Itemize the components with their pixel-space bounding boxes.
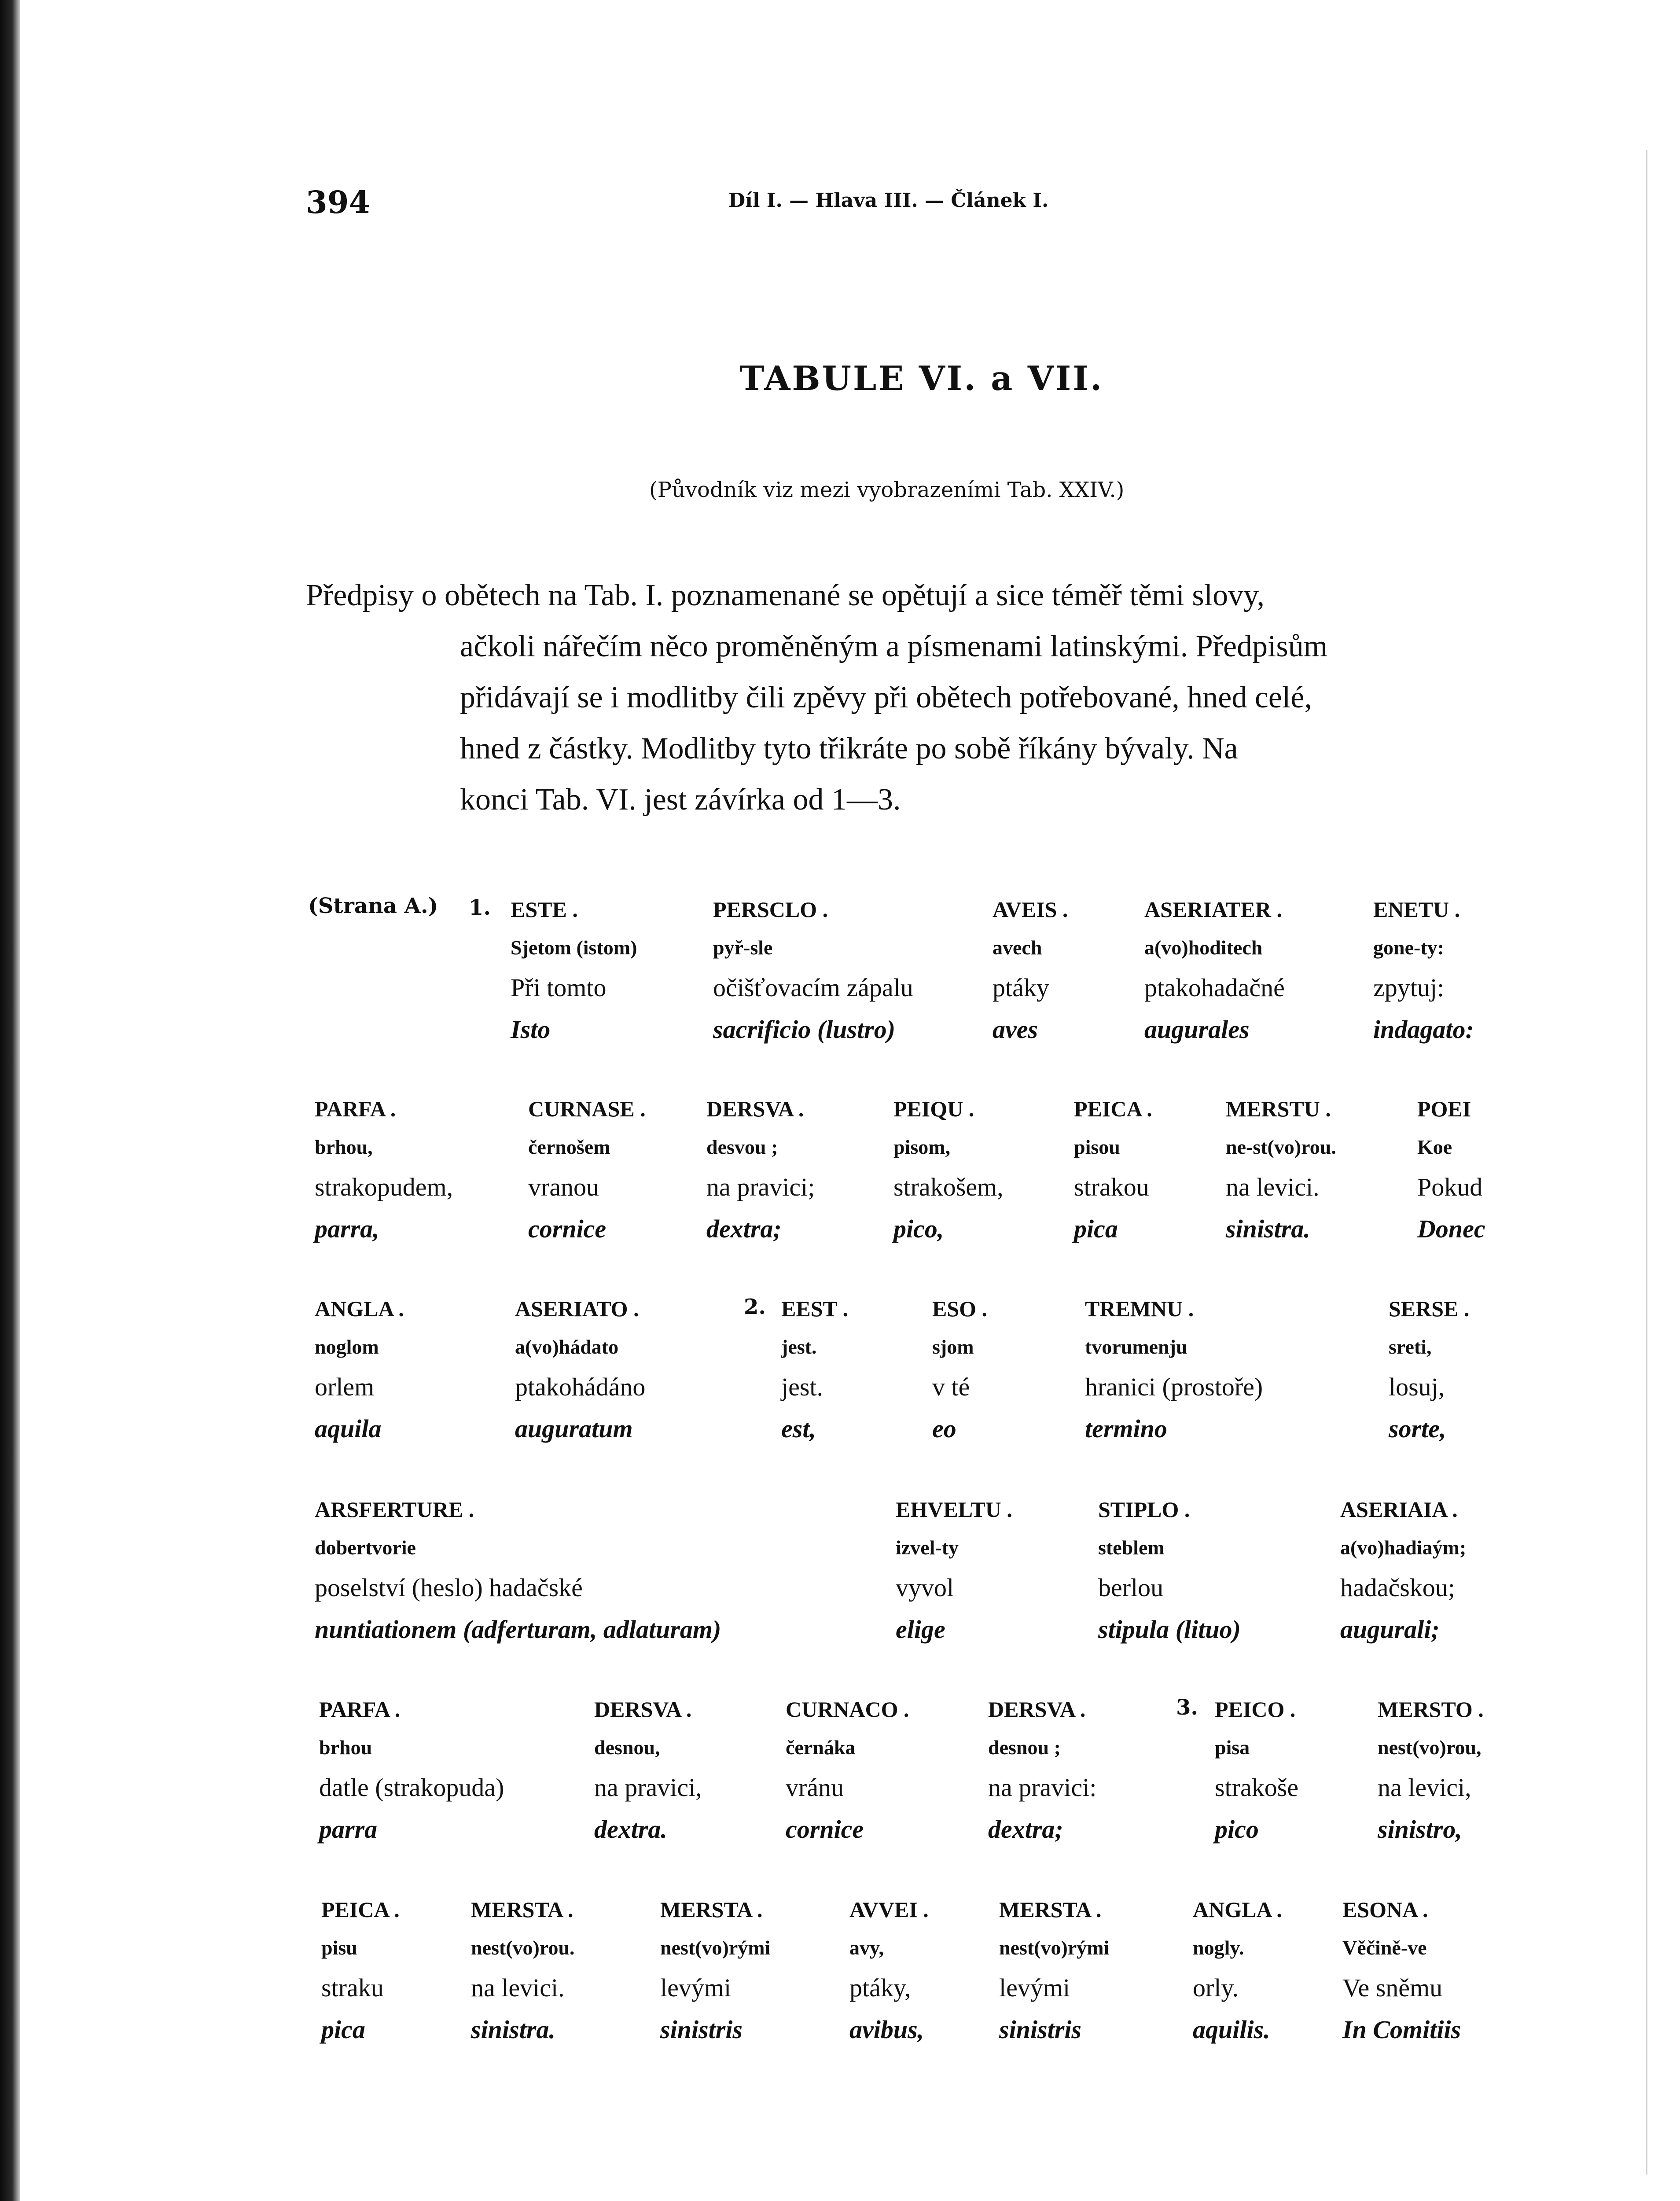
gloss-lat: aquilis.	[1193, 2015, 1270, 2044]
gloss-entry	[528, 1089, 646, 1249]
gloss-umb: ENETU .	[1373, 897, 1460, 922]
gloss-umb: MERSTA .	[999, 1897, 1102, 1922]
gloss-umb: EEST .	[781, 1296, 848, 1321]
page-title: TABULE VI. a VII.	[739, 359, 1104, 398]
gloss-lat: cornice	[786, 1815, 864, 1844]
gloss-umb: PARFA .	[319, 1697, 401, 1722]
gloss-entry	[932, 1288, 987, 1449]
gloss-old: černošem	[528, 1136, 610, 1158]
gloss-old: desnou,	[594, 1736, 660, 1759]
gloss-cz: Při tomto	[511, 973, 607, 1002]
gloss-entry	[1193, 1889, 1282, 2050]
gloss-lat: sinistro,	[1378, 1815, 1462, 1844]
page-subtitle: (Původník viz mezi vyobrazeními Tab. XXIV.)	[649, 478, 1125, 502]
gloss-entry	[1074, 1089, 1152, 1249]
gloss-entry	[786, 1689, 909, 1849]
gloss-lat: sinistra.	[471, 2015, 555, 2044]
gloss-cz: v té	[932, 1373, 970, 1401]
gloss-old: pisa	[1215, 1736, 1250, 1759]
gloss-lat: termino	[1085, 1414, 1167, 1443]
gloss-old: pisu	[321, 1936, 357, 1959]
gloss-old: desnou ;	[988, 1736, 1061, 1759]
gloss-lat: aves	[993, 1015, 1038, 1044]
gloss-cz: jest.	[781, 1373, 823, 1401]
gloss-cz: ptáky,	[849, 1973, 911, 2002]
gloss-cz: na levici,	[1378, 1773, 1471, 1802]
side-label: (Strana A.)	[308, 894, 438, 918]
gloss-umb: AVEIS .	[993, 897, 1068, 922]
gloss-lat: stipula (lituo)	[1098, 1615, 1241, 1644]
gloss-entry	[999, 1889, 1109, 2050]
gloss-old: nest(vo)rými	[999, 1936, 1110, 1959]
gloss-lat: sacrificio (lustro)	[713, 1015, 896, 1044]
gloss-lat: elige	[896, 1615, 945, 1644]
gloss-umb: CURNASE .	[528, 1097, 646, 1121]
gloss-cz: vyvol	[896, 1573, 954, 1602]
gloss-cz: losuj,	[1389, 1373, 1445, 1401]
gloss-cz: levými	[999, 1973, 1070, 2002]
gloss-umb: ANGLA .	[315, 1296, 404, 1321]
gloss-cz: berlou	[1098, 1573, 1164, 1602]
gloss-lat: eo	[932, 1414, 956, 1443]
gloss-umb: PEICA .	[321, 1897, 400, 1922]
gloss-cz: poselství (heslo) hadačské	[315, 1573, 583, 1602]
gloss-lat: auguratum	[515, 1414, 633, 1443]
gloss-old: a(vo)hádato	[515, 1336, 619, 1358]
gloss-entry	[1098, 1489, 1241, 1649]
gloss-cz: na levici.	[1226, 1173, 1320, 1201]
gloss-entry	[321, 1889, 400, 2050]
scan-left-edge	[0, 0, 20, 2201]
gloss-entry	[511, 889, 637, 1049]
gloss-lat: aquila	[315, 1414, 382, 1443]
gloss-old: noglom	[315, 1336, 379, 1358]
gloss-umb: MERSTA .	[660, 1897, 763, 1922]
gloss-umb: MERSTO .	[1378, 1697, 1484, 1722]
gloss-entry	[1340, 1489, 1466, 1649]
gloss-umb: PERSCLO .	[713, 897, 828, 922]
gloss-old: jest.	[781, 1336, 817, 1358]
gloss-umb: PEICO .	[1215, 1697, 1296, 1722]
gloss-lat: indagato:	[1373, 1015, 1474, 1044]
gloss-entry	[315, 1089, 453, 1249]
gloss-old: pyř-sle	[713, 936, 773, 959]
gloss-umb: ASERIAIA .	[1340, 1497, 1458, 1522]
gloss-old: sreti,	[1389, 1336, 1432, 1358]
intro-line: přidávají se i modlitby čili zpěvy při obětech potřebované, hned celé,	[460, 681, 1312, 714]
gloss-umb: DERSVA .	[594, 1697, 692, 1722]
gloss-lat: pico	[1215, 1815, 1259, 1844]
gloss-old: brhou,	[315, 1136, 373, 1158]
gloss-old: nogly.	[1193, 1936, 1244, 1959]
gloss-umb: DERSVA .	[988, 1697, 1086, 1722]
gloss-umb: POEI	[1417, 1097, 1471, 1121]
gloss-lat: sinistris	[999, 2015, 1081, 2044]
section-number: 1.	[469, 895, 491, 920]
gloss-cz: strakošem,	[893, 1173, 1004, 1201]
gloss-entry	[319, 1689, 504, 1849]
gloss-old: nest(vo)rou,	[1378, 1736, 1481, 1759]
gloss-cz: Ve sněmu	[1342, 1973, 1443, 2002]
gloss-lat: sinistris	[660, 2015, 743, 2044]
gloss-cz: ptakohadačné	[1144, 973, 1285, 1002]
gloss-old: černáka	[786, 1736, 856, 1759]
gloss-lat: parra	[319, 1815, 378, 1844]
gloss-old: avech	[993, 936, 1042, 959]
gloss-cz: datle (strakopuda)	[319, 1773, 504, 1802]
gloss-old: gone-ty:	[1373, 936, 1444, 959]
gloss-lat: augurales	[1144, 1015, 1250, 1044]
gloss-cz: zpytuj:	[1373, 973, 1445, 1002]
gloss-cz: orly.	[1193, 1973, 1239, 2002]
gloss-lat: In Comitiis	[1342, 2015, 1461, 2044]
gloss-entry	[594, 1689, 702, 1849]
gloss-cz: strakoše	[1215, 1773, 1299, 1802]
gloss-umb: PEICA .	[1074, 1097, 1152, 1121]
gloss-umb: PEIQU .	[893, 1097, 974, 1121]
gloss-entry	[1378, 1689, 1484, 1849]
gloss-entry	[1226, 1089, 1336, 1249]
intro-line: hned z částky. Modlitby tyto třikráte po sobě říkány bývaly. Na	[460, 732, 1238, 766]
gloss-umb: ESTE .	[511, 897, 578, 922]
gloss-entry	[471, 1889, 575, 2050]
gloss-entry	[515, 1288, 645, 1449]
gloss-umb: CURNACO .	[786, 1697, 909, 1722]
gloss-lat: pico,	[893, 1215, 944, 1243]
gloss-old: brhou	[319, 1736, 372, 1759]
gloss-cz: orlem	[315, 1373, 375, 1401]
intro-line: ačkoli nářečím něco proměněným a písmenami latinskými. Předpisům	[460, 629, 1328, 663]
gloss-old: Sjetom (istom)	[511, 936, 637, 959]
gloss-lat: dextra.	[594, 1815, 667, 1844]
gloss-entry	[988, 1689, 1096, 1849]
gloss-entry	[1389, 1288, 1469, 1449]
gloss-entry	[713, 889, 913, 1049]
gloss-umb: AVVEI .	[849, 1897, 929, 1922]
gloss-lat: dextra;	[988, 1815, 1063, 1844]
gloss-entry	[1215, 1689, 1298, 1849]
section-number: 3.	[1176, 1695, 1198, 1720]
gloss-cz: na pravici:	[988, 1773, 1097, 1802]
gloss-entry	[849, 1889, 929, 2050]
gloss-old: Věčině-ve	[1342, 1936, 1427, 1959]
gloss-lat: nuntiationem (adferturam, adlaturam)	[315, 1615, 721, 1644]
gloss-lat: Donec	[1417, 1215, 1485, 1243]
gloss-umb: PARFA .	[315, 1097, 396, 1121]
gloss-lat: est,	[781, 1414, 816, 1443]
gloss-old: pisou	[1074, 1136, 1120, 1158]
gloss-old: a(vo)hoditech	[1144, 936, 1263, 959]
gloss-cz: očišťovacím zápalu	[713, 973, 913, 1002]
gloss-lat: parra,	[315, 1215, 379, 1243]
gloss-lat: augurali;	[1340, 1615, 1440, 1644]
gloss-umb: ESONA .	[1342, 1897, 1428, 1922]
gloss-old: steblem	[1098, 1536, 1165, 1559]
gloss-old: desvou ;	[706, 1136, 778, 1158]
gloss-entry	[781, 1288, 848, 1449]
gloss-cz: vranou	[528, 1173, 599, 1201]
gloss-umb: ARSFERTURE .	[315, 1497, 474, 1522]
gloss-cz: ptáky	[993, 973, 1049, 1002]
gloss-entry	[893, 1089, 1004, 1249]
scan-right-shadow	[1646, 150, 1647, 2175]
gloss-umb: SERSE .	[1389, 1296, 1470, 1321]
intro-line: Předpisy o obětech na Tab. I. poznamenané se opětují a sice téměř těmi slovy,	[306, 578, 1265, 612]
section-number: 2.	[744, 1295, 766, 1319]
gloss-old: sjom	[932, 1336, 974, 1358]
gloss-lat: sinistra.	[1226, 1215, 1310, 1243]
gloss-cz: straku	[321, 1973, 384, 2002]
gloss-old: izvel-ty	[896, 1536, 959, 1559]
gloss-lat: avibus,	[849, 2015, 924, 2044]
gloss-lat: Isto	[511, 1015, 551, 1044]
gloss-old: pisom,	[893, 1136, 951, 1158]
gloss-entry	[1085, 1288, 1263, 1449]
gloss-cz: na pravici,	[594, 1773, 702, 1802]
gloss-old: a(vo)hadiaým;	[1340, 1536, 1467, 1559]
gloss-cz: strakopudem,	[315, 1173, 453, 1201]
gloss-umb: TREMNU .	[1085, 1296, 1194, 1321]
gloss-cz: strakou	[1074, 1173, 1149, 1201]
gloss-umb: ANGLA .	[1193, 1897, 1282, 1922]
gloss-umb: EHVELTU .	[896, 1497, 1012, 1522]
gloss-entry	[706, 1089, 815, 1249]
gloss-umb: MERSTU .	[1226, 1097, 1331, 1121]
gloss-entry	[896, 1489, 1012, 1649]
gloss-lat: cornice	[528, 1215, 607, 1243]
intro-line: konci Tab. VI. jest závírka od 1—3.	[460, 783, 901, 817]
gloss-entry	[1342, 1889, 1461, 2050]
gloss-cz: hranici (prostoře)	[1085, 1373, 1263, 1401]
gloss-lat: pica	[1074, 1215, 1118, 1243]
gloss-lat: pica	[321, 2015, 365, 2044]
gloss-old: ne-st(vo)rou.	[1226, 1136, 1336, 1158]
gloss-old: nest(vo)rými	[660, 1936, 771, 1959]
gloss-cz: na pravici;	[706, 1173, 815, 1201]
gloss-old: nest(vo)rou.	[471, 1936, 575, 1959]
gloss-old: Koe	[1417, 1136, 1452, 1158]
gloss-cz: hadačskou;	[1340, 1573, 1455, 1602]
gloss-cz: na levici.	[471, 1973, 565, 2002]
gloss-entry	[315, 1288, 404, 1449]
gloss-umb: STIPLO .	[1098, 1497, 1190, 1522]
gloss-lat: sorte,	[1389, 1414, 1446, 1443]
gloss-entry	[1144, 889, 1285, 1049]
gloss-cz: vránu	[786, 1773, 844, 1802]
page-number: 394	[306, 184, 371, 221]
gloss-cz: Pokud	[1417, 1173, 1483, 1201]
gloss-umb: MERSTA .	[471, 1897, 573, 1922]
gloss-entry	[1373, 889, 1474, 1049]
gloss-old: dobertvorie	[315, 1536, 416, 1559]
gloss-cz: ptakohádáno	[515, 1373, 646, 1401]
gloss-lat: dextra;	[706, 1215, 782, 1243]
gloss-entry	[660, 1889, 770, 2050]
gloss-umb: ESO .	[932, 1296, 988, 1321]
gloss-entry	[1417, 1089, 1485, 1249]
gloss-entry	[993, 889, 1068, 1049]
gloss-umb: ASERIATO .	[515, 1296, 639, 1321]
gloss-old: tvorumenju	[1085, 1336, 1187, 1358]
gloss-entry	[315, 1489, 721, 1649]
gloss-old: avy,	[849, 1936, 884, 1959]
gloss-cz: levými	[660, 1973, 732, 2002]
running-title: Díl I. — Hlava III. — Článek I.	[728, 189, 1049, 212]
gloss-umb: ASERIATER .	[1144, 897, 1283, 922]
gloss-umb: DERSVA .	[706, 1097, 804, 1121]
